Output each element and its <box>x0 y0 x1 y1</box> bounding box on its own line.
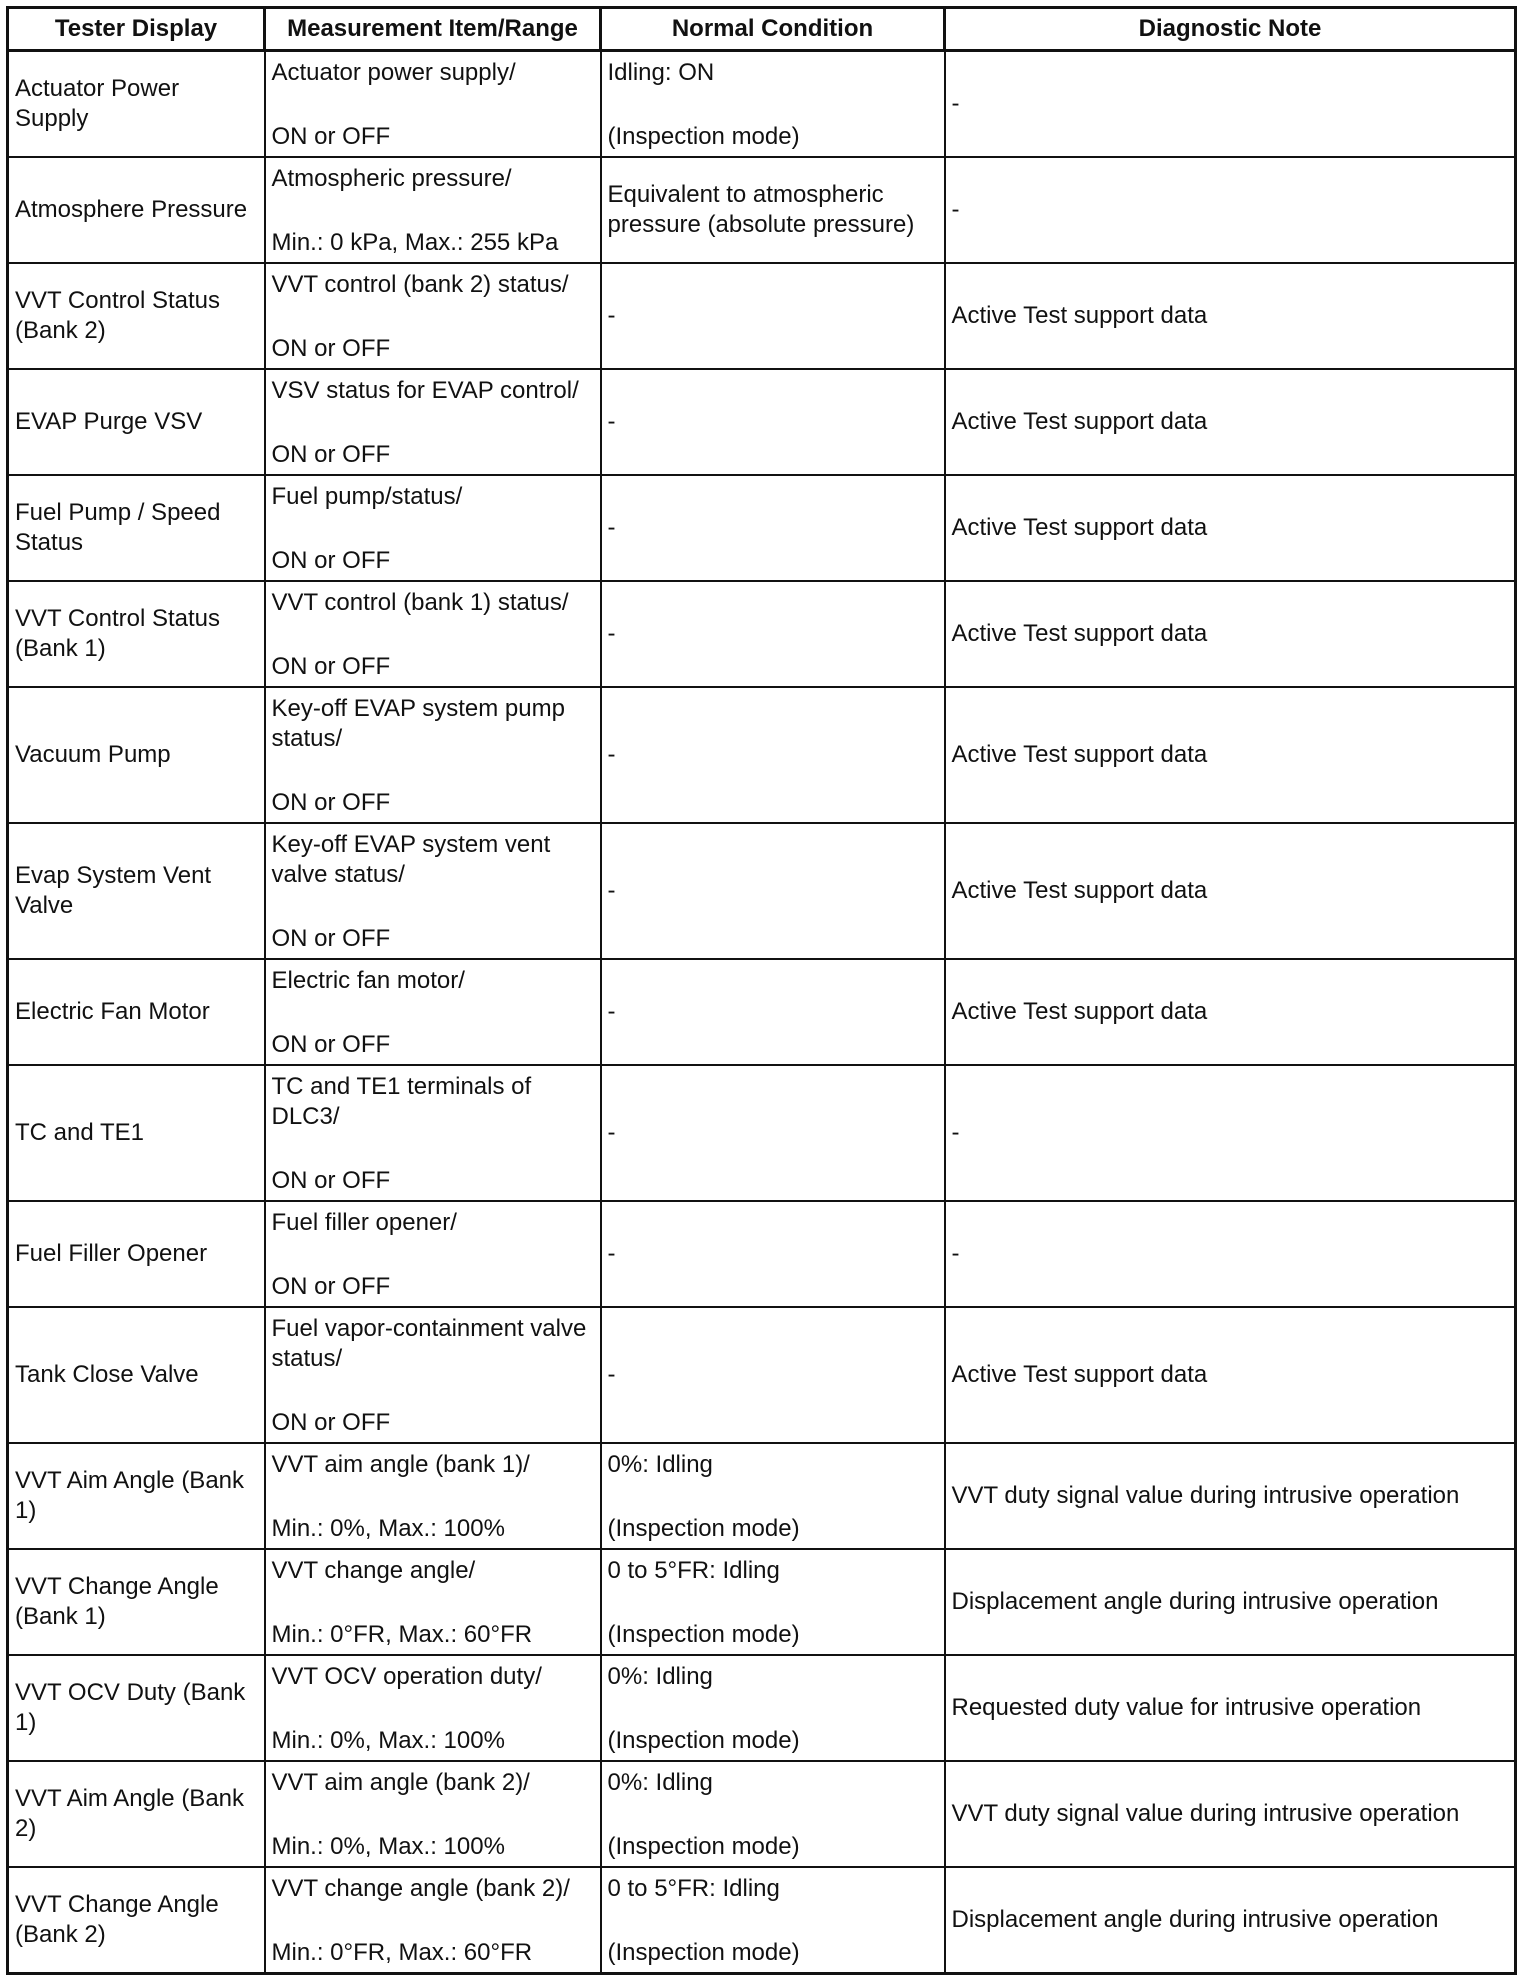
normal-condition-cell: - <box>601 687 945 823</box>
measurement-cell <box>265 51 601 158</box>
normal-condition-cell: - <box>601 581 945 687</box>
measurement-range: ON or OFF <box>271 1167 391 1194</box>
tester-display-cell: Actuator Power Supply <box>8 51 265 158</box>
normal-condition-stack <box>608 1874 938 1968</box>
normal-condition-cell <box>601 51 945 158</box>
normal-condition-cell <box>601 1761 945 1867</box>
table-row <box>8 369 1516 475</box>
diagnostic-note-cell: - <box>945 1065 1516 1201</box>
table-row <box>8 157 1516 263</box>
measurement-range: ON or OFF <box>271 1031 391 1058</box>
measurement-range: ON or OFF <box>271 441 391 468</box>
measurement-stack <box>272 58 594 152</box>
measurement-cell <box>265 687 601 823</box>
normal-condition-stack <box>608 1662 938 1756</box>
measurement-item: VVT control (bank 2) status/ <box>271 271 569 298</box>
normal-condition-stack <box>608 1556 938 1650</box>
measurement-range: ON or OFF <box>271 653 391 680</box>
tester-display-cell: Fuel Pump / Speed Status <box>8 475 265 581</box>
measurement-stack <box>272 1314 594 1438</box>
normal-condition-mode: (Inspection mode) <box>607 1833 800 1860</box>
normal-condition-cell: - <box>601 263 945 369</box>
diagnostic-note-cell: - <box>945 1201 1516 1307</box>
tester-display-cell: Vacuum Pump <box>8 687 265 823</box>
normal-condition-cell <box>601 1549 945 1655</box>
table-row <box>8 959 1516 1065</box>
table-row <box>8 823 1516 959</box>
table-row <box>8 263 1516 369</box>
diagnostic-note-cell: Active Test support data <box>945 263 1516 369</box>
measurement-cell <box>265 959 601 1065</box>
measurement-cell <box>265 581 601 687</box>
table-row <box>8 1065 1516 1201</box>
measurement-item: Electric fan motor/ <box>271 967 465 994</box>
tester-display-cell: VVT Aim Angle (Bank 1) <box>8 1443 265 1549</box>
normal-condition-cell <box>601 1443 945 1549</box>
measurement-range: Min.: 0%, Max.: 100% <box>271 1727 505 1754</box>
measurement-item: VVT OCV operation duty/ <box>271 1663 542 1690</box>
measurement-stack <box>272 1662 594 1756</box>
tester-display-cell: Evap System Vent Valve <box>8 823 265 959</box>
tester-display-cell: Fuel Filler Opener <box>8 1201 265 1307</box>
diagnostic-note-cell: Requested duty value for intrusive operation <box>945 1655 1516 1761</box>
normal-condition-cell: - <box>601 1065 945 1201</box>
measurement-stack <box>272 1768 594 1862</box>
tester-display-cell: VVT Aim Angle (Bank 2) <box>8 1761 265 1867</box>
measurement-stack <box>272 1874 594 1968</box>
measurement-range: ON or OFF <box>271 1409 391 1436</box>
measurement-range: ON or OFF <box>271 335 391 362</box>
header-measurement-item: Measurement Item/Range <box>265 8 601 51</box>
measurement-cell <box>265 157 601 263</box>
measurement-cell <box>265 1655 601 1761</box>
table-row <box>8 1443 1516 1549</box>
normal-condition-mode: (Inspection mode) <box>607 1939 800 1966</box>
measurement-cell <box>265 475 601 581</box>
normal-condition-cell: - <box>601 823 945 959</box>
measurement-stack <box>272 482 594 576</box>
normal-condition-value: 0 to 5°FR: Idling <box>607 1875 780 1902</box>
tester-display-cell: TC and TE1 <box>8 1065 265 1201</box>
normal-condition-cell: - <box>601 475 945 581</box>
normal-condition-stack <box>608 1768 938 1862</box>
normal-condition-cell: Equivalent to atmospheric pressure (absolute pressure) <box>601 157 945 263</box>
measurement-cell <box>265 1443 601 1549</box>
measurement-item: VSV status for EVAP control/ <box>271 377 579 404</box>
normal-condition-cell: - <box>601 959 945 1065</box>
normal-condition-cell: - <box>601 1201 945 1307</box>
table-row <box>8 1761 1516 1867</box>
measurement-cell <box>265 1549 601 1655</box>
normal-condition-mode: (Inspection mode) <box>607 1515 800 1542</box>
table-row <box>8 1867 1516 1974</box>
normal-condition-cell: - <box>601 369 945 475</box>
measurement-stack <box>272 1208 594 1302</box>
measurement-range: ON or OFF <box>271 789 391 816</box>
tester-display-cell: EVAP Purge VSV <box>8 369 265 475</box>
tester-display-cell: Electric Fan Motor <box>8 959 265 1065</box>
table-row <box>8 51 1516 158</box>
measurement-stack <box>272 270 594 364</box>
measurement-range: ON or OFF <box>271 1273 391 1300</box>
measurement-cell <box>265 369 601 475</box>
tester-display-cell: VVT Control Status (Bank 2) <box>8 263 265 369</box>
table-body <box>8 51 1516 1974</box>
table-row <box>8 1201 1516 1307</box>
table-header-row <box>8 8 1516 51</box>
normal-condition-value: 0%: Idling <box>607 1663 713 1690</box>
measurement-range: ON or OFF <box>271 123 391 150</box>
table-row <box>8 687 1516 823</box>
table-row <box>8 1307 1516 1443</box>
tester-display-cell: Atmosphere Pressure <box>8 157 265 263</box>
data-list-table <box>6 6 1517 1975</box>
measurement-stack <box>272 1450 594 1544</box>
table-row <box>8 581 1516 687</box>
normal-condition-cell <box>601 1655 945 1761</box>
measurement-cell <box>265 1761 601 1867</box>
measurement-item: VVT control (bank 1) status/ <box>271 589 569 616</box>
measurement-stack <box>272 588 594 682</box>
diagnostic-note-cell: Active Test support data <box>945 369 1516 475</box>
tester-display-cell: VVT OCV Duty (Bank 1) <box>8 1655 265 1761</box>
diagnostic-note-cell: Displacement angle during intrusive operation <box>945 1549 1516 1655</box>
tester-display-cell: VVT Change Angle (Bank 1) <box>8 1549 265 1655</box>
measurement-stack <box>272 830 594 954</box>
measurement-range: Min.: 0°FR, Max.: 60°FR <box>271 1939 533 1966</box>
measurement-range: Min.: 0°FR, Max.: 60°FR <box>271 1621 533 1648</box>
table-row <box>8 1655 1516 1761</box>
diagnostic-note-cell: VVT duty signal value during intrusive operation <box>945 1761 1516 1867</box>
tester-display-cell: VVT Control Status (Bank 1) <box>8 581 265 687</box>
normal-condition-cell: - <box>601 1307 945 1443</box>
measurement-range: Min.: 0%, Max.: 100% <box>271 1833 505 1860</box>
measurement-cell <box>265 1307 601 1443</box>
measurement-stack <box>272 694 594 818</box>
measurement-item: TC and TE1 terminals of DLC3/ <box>271 1073 538 1130</box>
measurement-cell <box>265 1867 601 1974</box>
measurement-item: VVT change angle/ <box>271 1557 476 1584</box>
measurement-range: Min.: 0%, Max.: 100% <box>271 1515 505 1542</box>
measurement-stack <box>272 966 594 1060</box>
measurement-stack <box>272 1072 594 1196</box>
diagnostic-note-cell: Active Test support data <box>945 959 1516 1065</box>
tester-display-cell: VVT Change Angle (Bank 2) <box>8 1867 265 1974</box>
header-normal-condition: Normal Condition <box>601 8 945 51</box>
normal-condition-stack <box>608 1450 938 1544</box>
measurement-item: VVT aim angle (bank 1)/ <box>271 1451 530 1478</box>
normal-condition-stack <box>608 58 938 152</box>
measurement-stack <box>272 1556 594 1650</box>
measurement-item: Atmospheric pressure/ <box>271 165 512 192</box>
measurement-item: Key-off EVAP system vent valve status/ <box>271 831 557 888</box>
measurement-item: VVT aim angle (bank 2)/ <box>271 1769 530 1796</box>
measurement-item: Actuator power supply/ <box>271 59 516 86</box>
diagnostic-note-cell: - <box>945 157 1516 263</box>
normal-condition-value: Idling: ON <box>607 59 715 86</box>
measurement-range: Min.: 0 kPa, Max.: 255 kPa <box>271 229 559 256</box>
measurement-item: Fuel filler opener/ <box>271 1209 457 1236</box>
normal-condition-value: 0%: Idling <box>607 1451 713 1478</box>
measurement-item: VVT change angle (bank 2)/ <box>271 1875 570 1902</box>
diagnostic-note-cell: - <box>945 51 1516 158</box>
measurement-item: Fuel vapor-containment valve status/ <box>271 1315 593 1372</box>
measurement-cell <box>265 1065 601 1201</box>
header-diagnostic-note: Diagnostic Note <box>945 8 1516 51</box>
diagnostic-note-cell: Active Test support data <box>945 1307 1516 1443</box>
measurement-cell <box>265 823 601 959</box>
measurement-range: ON or OFF <box>271 925 391 952</box>
normal-condition-mode: (Inspection mode) <box>607 1727 800 1754</box>
diagnostic-note-cell: Active Test support data <box>945 823 1516 959</box>
normal-condition-value: 0 to 5°FR: Idling <box>607 1557 780 1584</box>
diagnostic-note-cell: VVT duty signal value during intrusive operation <box>945 1443 1516 1549</box>
normal-condition-mode: (Inspection mode) <box>607 123 800 150</box>
measurement-stack <box>272 164 594 258</box>
header-tester-display: Tester Display <box>8 8 265 51</box>
measurement-stack <box>272 376 594 470</box>
normal-condition-cell <box>601 1867 945 1974</box>
measurement-cell <box>265 1201 601 1307</box>
measurement-item: Fuel pump/status/ <box>271 483 463 510</box>
table-row <box>8 475 1516 581</box>
normal-condition-value: 0%: Idling <box>607 1769 713 1796</box>
measurement-range: ON or OFF <box>271 547 391 574</box>
diagnostic-note-cell: Displacement angle during intrusive operation <box>945 1867 1516 1974</box>
normal-condition-mode: (Inspection mode) <box>607 1621 800 1648</box>
table-row <box>8 1549 1516 1655</box>
diagnostic-note-cell: Active Test support data <box>945 687 1516 823</box>
diagnostic-note-cell: Active Test support data <box>945 475 1516 581</box>
measurement-cell <box>265 263 601 369</box>
diagnostic-note-cell: Active Test support data <box>945 581 1516 687</box>
tester-display-cell: Tank Close Valve <box>8 1307 265 1443</box>
measurement-item: Key-off EVAP system pump status/ <box>271 695 572 752</box>
